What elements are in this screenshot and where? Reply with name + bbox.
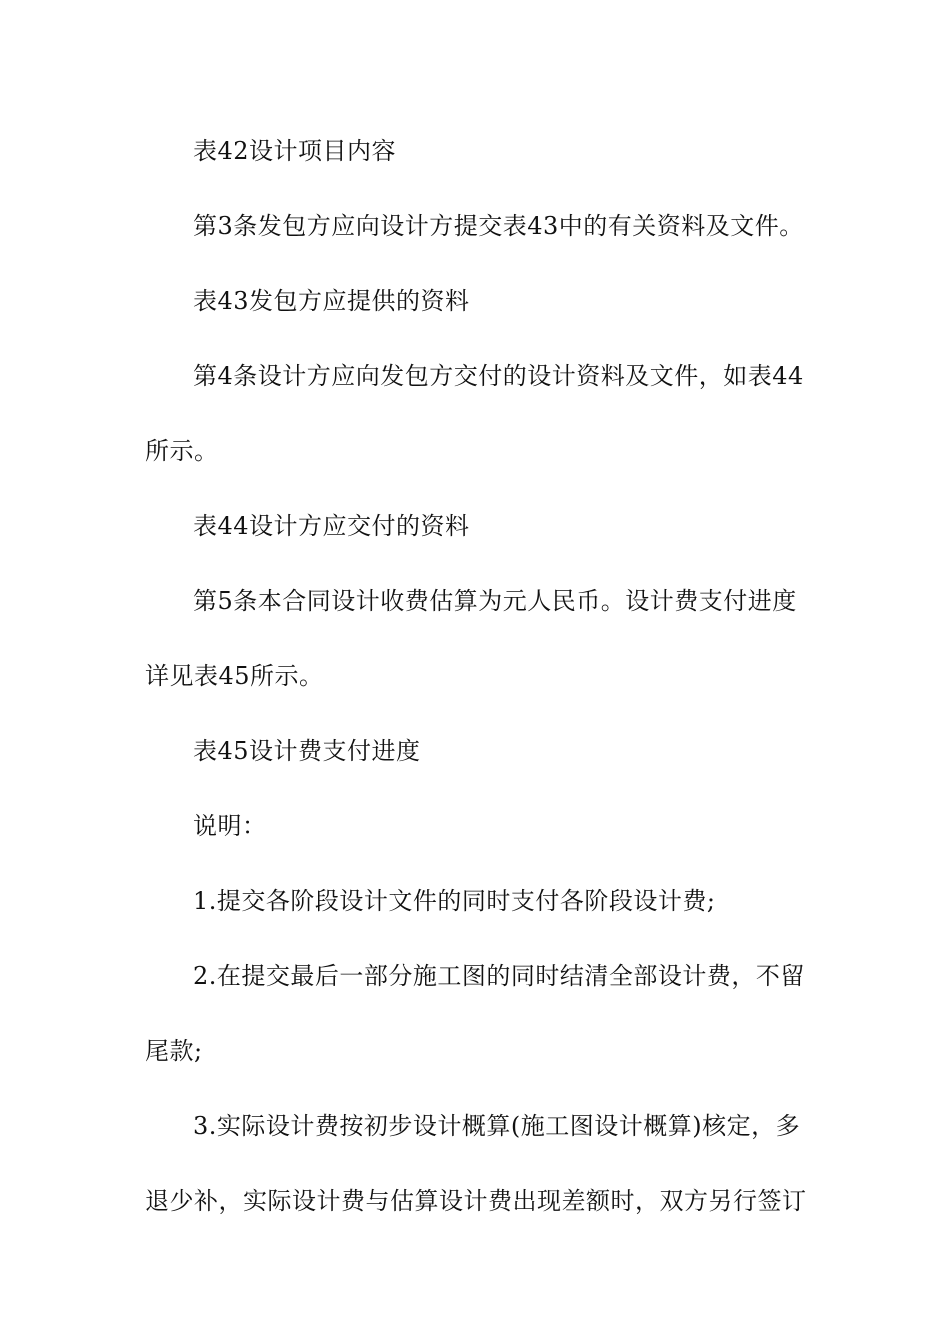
- notes-heading: 说明：: [193, 812, 267, 840]
- table-45-caption: 表45设计费支付进度: [193, 737, 421, 765]
- note-3-text-line-1: 3.实际设计费按初步设计概算(施工图设计概算)核定，多: [193, 1112, 801, 1140]
- note-1-text: 1.提交各阶段设计文件的同时支付各阶段设计费;: [193, 887, 716, 915]
- note-2-text-line-1: 2.在提交最后一部分施工图的同时结清全部设计费，不留: [193, 962, 805, 990]
- table-43-caption: 表43发包方应提供的资料: [193, 287, 470, 315]
- table-42-caption: 表42设计项目内容: [193, 137, 397, 165]
- article-3-text: 第3条发包方应向设计方提交表43中的有关资料及文件。: [193, 212, 804, 240]
- table-44-caption: 表44设计方应交付的资料: [193, 512, 470, 540]
- note-2-text-line-2: 尾款;: [145, 1037, 203, 1065]
- article-5-text-line-1: 第5条本合同设计收费估算为元人民币。设计费支付进度: [193, 587, 797, 615]
- article-4-text-line-2: 所示。: [145, 437, 219, 465]
- article-5-text-line-2: 详见表45所示。: [145, 662, 324, 690]
- article-4-text-line-1: 第4条设计方应向发包方交付的设计资料及文件，如表44: [193, 362, 804, 390]
- note-3-text-line-2: 退少补，实际设计费与估算设计费出现差额时，双方另行签订: [145, 1187, 807, 1215]
